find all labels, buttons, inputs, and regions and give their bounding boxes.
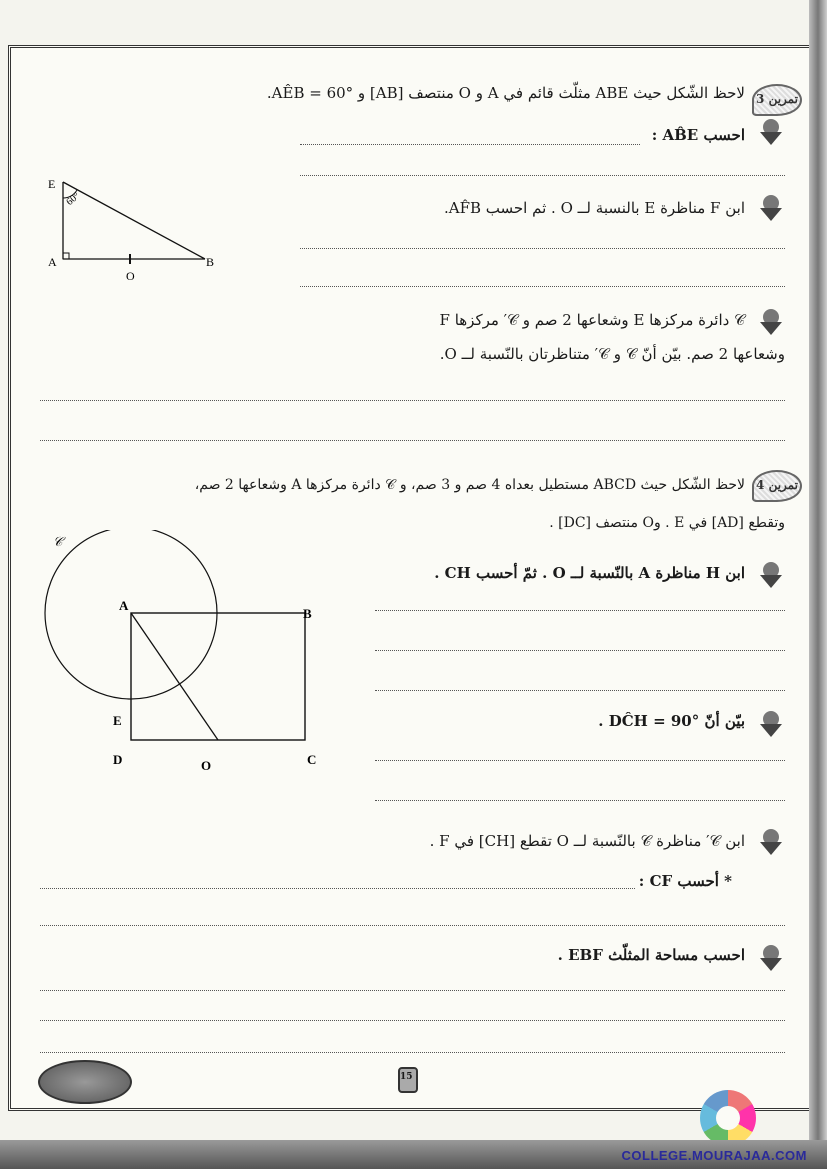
question-3: ابن 𝒞′ مناظرة 𝒞 بالنّسبة لــ O تقطع [CH] في F . <box>429 832 745 850</box>
question-arrow-icon <box>758 194 784 222</box>
exercise-intro: لاحظ الشّكل حيث ABE مثلّث قائم في A و O منتصف [AB] و AÊB = 60°. <box>266 84 745 102</box>
svg-text:A: A <box>119 598 129 613</box>
question-2: ابن F مناظرة E بالنسبة لــ O . ثم احسب AF̂B. <box>443 199 745 217</box>
question-arrow-icon <box>758 118 784 146</box>
svg-text:E: E <box>113 713 122 728</box>
svg-text:B: B <box>206 255 215 269</box>
question-3-sub: * أحسب CF : <box>638 872 732 890</box>
answer-line <box>375 650 785 651</box>
question-arrow-icon <box>758 561 784 589</box>
book-logo <box>38 1060 132 1104</box>
answer-line <box>40 925 785 926</box>
question-arrow-icon <box>758 710 784 738</box>
svg-text:O: O <box>126 269 135 283</box>
answer-line <box>375 760 785 761</box>
answer-line <box>40 1052 785 1053</box>
exercise-intro: لاحظ الشّكل حيث ABCD مستطيل بعداه 4 صم و 3 صم، و 𝒞 دائرة مركزها A وشعاعها 2 صم، <box>194 477 745 493</box>
question-arrow-icon <box>758 828 784 856</box>
question-4: احسب مساحة المثلّث EBF . <box>557 946 745 964</box>
site-logo-wheel <box>700 1090 756 1146</box>
svg-text:O: O <box>201 758 212 773</box>
svg-text:𝒞: 𝒞 <box>53 534 63 549</box>
exercise-badge: تمرين 3 <box>752 84 802 116</box>
question-3-line2: وشعاعها 2 صم. بيّن أنّ 𝒞 و 𝒞′ متناظرتان بالنّسبة لــ O. <box>439 345 785 363</box>
svg-text:B: B <box>303 606 312 621</box>
triangle-figure <box>40 170 220 290</box>
answer-line <box>40 440 785 441</box>
svg-text:C: C <box>307 752 317 767</box>
answer-line <box>40 400 785 401</box>
answer-line <box>40 888 635 889</box>
svg-text:60°: 60° <box>64 190 83 208</box>
scan-edge <box>809 0 827 1169</box>
question-1: احسب AB̂E : <box>651 126 745 144</box>
answer-line <box>300 144 640 145</box>
exercise-intro: وتقطع [AD] في E . وO منتصف [DC] . <box>549 515 785 531</box>
question-arrow-icon <box>758 944 784 972</box>
answer-line <box>375 610 785 611</box>
question-arrow-icon <box>758 308 784 336</box>
question-2: بيّن أنّ DĈH = 90° . <box>598 712 745 730</box>
svg-text:D: D <box>113 752 123 767</box>
answer-line <box>300 286 785 287</box>
answer-line <box>300 175 785 176</box>
page-number: 15 <box>400 1072 413 1082</box>
svg-text:E: E <box>48 177 56 191</box>
question-1: ابن H مناظرة A بالنّسبة لــ O . ثمّ أحسب CH . <box>434 564 745 582</box>
question-3-line1: 𝒞 دائرة مركزها E وشعاعها 2 صم و 𝒞′ مركزها F <box>439 311 745 329</box>
site-url[interactable]: COLLEGE.MOURAJAA.COM <box>621 1148 807 1163</box>
exercise-badge: تمرين 4 <box>752 470 802 502</box>
svg-text:A: A <box>48 255 57 269</box>
answer-line <box>300 248 785 249</box>
answer-line <box>40 1020 785 1021</box>
answer-line <box>375 800 785 801</box>
answer-line <box>40 990 785 991</box>
answer-line <box>375 690 785 691</box>
rectangle-circle-figure <box>35 530 335 780</box>
